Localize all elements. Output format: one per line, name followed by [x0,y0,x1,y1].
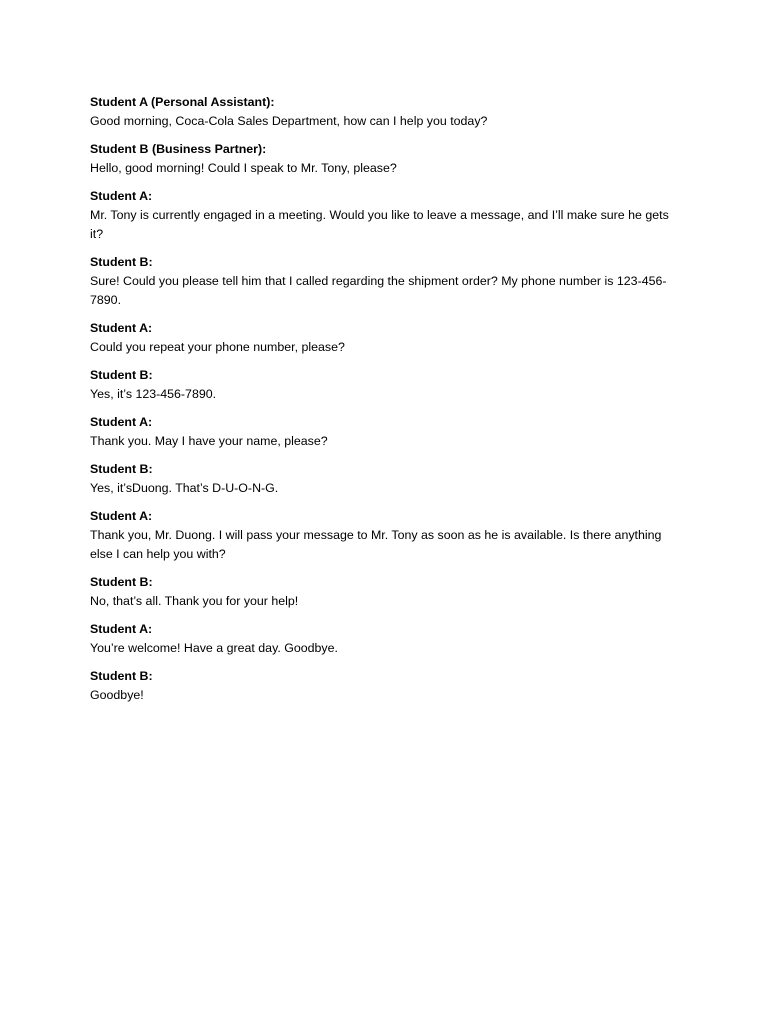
dialogue-turn [90,507,680,564]
speaker-label: Student B: [90,368,153,382]
speaker-label: Student B (Business Partner): [90,142,267,156]
dialogue-turn [90,667,680,705]
dialogue-turn [90,253,680,310]
dialogue-text: Yes, it’s 123-456-7890. [90,387,217,401]
dialogue-text: No, that’s all. Thank you for your help! [90,594,299,608]
dialogue-turn [90,573,680,611]
dialogue-turn [90,460,680,498]
dialogue-text: You’re welcome! Have a great day. Goodbye. [90,641,338,655]
dialogue-text: Sure! Could you please tell him that I called regarding the shipment order? My phone number is 123-456-7890. [90,274,667,307]
dialogue-text: Thank you. May I have your name, please? [90,434,328,448]
dialogue-turn [90,413,680,451]
dialogue-turn [90,187,680,244]
speaker-label: Student B: [90,669,153,683]
dialogue-text: Yes, it’sDuong. That’s D-U-O-N-G. [90,481,279,495]
speaker-label: Student A: [90,622,153,636]
speaker-label: Student B: [90,575,153,589]
dialogue-text: Mr. Tony is currently engaged in a meeting. Would you like to leave a message, and I’ll make sure he gets it? [90,208,669,241]
speaker-label: Student A: [90,189,153,203]
dialogue-text: Could you repeat your phone number, please? [90,340,345,354]
dialogue-text: Hello, good morning! Could I speak to Mr. Tony, please? [90,161,397,175]
dialogue-text: Goodbye! [90,688,144,702]
dialogue-turn [90,93,680,131]
dialogue-text: Good morning, Coca-Cola Sales Department, how can I help you today? [90,114,488,128]
speaker-label: Student A (Personal Assistant): [90,95,275,109]
speaker-label: Student B: [90,255,153,269]
dialogue-turn [90,140,680,178]
dialogue-text: Thank you, Mr. Duong. I will pass your message to Mr. Tony as soon as he is available. Is there anything else I can help you with? [90,528,662,561]
speaker-label: Student A: [90,509,153,523]
speaker-label: Student A: [90,321,153,335]
speaker-label: Student B: [90,462,153,476]
speaker-label: Student A: [90,415,153,429]
document-page [90,93,680,714]
dialogue-turn [90,366,680,404]
dialogue-turn [90,319,680,357]
dialogue-turn [90,620,680,658]
